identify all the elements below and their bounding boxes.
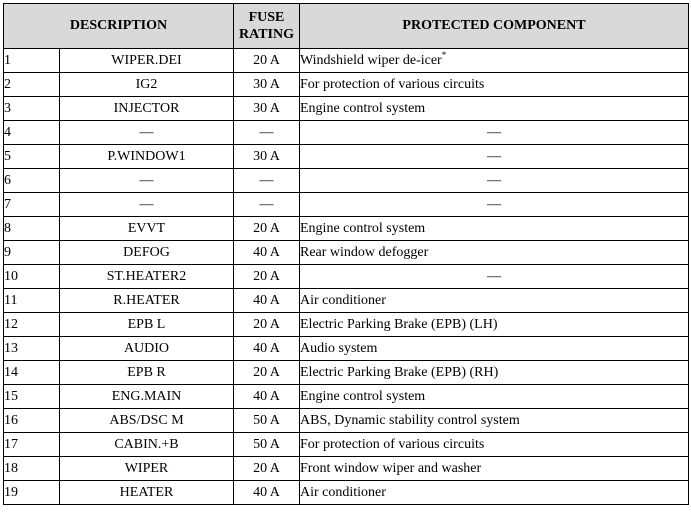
fuse-number: 13 <box>4 337 60 361</box>
table-row <box>4 481 689 505</box>
header-description: DESCRIPTION <box>4 4 234 49</box>
fuse-rating: 20 A <box>234 313 300 337</box>
table-row <box>4 217 689 241</box>
footnote-mark: * <box>441 49 447 60</box>
fuse-number: 7 <box>4 193 60 217</box>
fuse-rating: 20 A <box>234 361 300 385</box>
protected-component-text: — <box>487 196 501 212</box>
protected-component-text: Engine control system <box>300 100 426 116</box>
fuse-rating: 40 A <box>234 337 300 361</box>
table-row <box>4 73 689 97</box>
fuse-number: 12 <box>4 313 60 337</box>
table-row <box>4 265 689 289</box>
header-fuse-rating <box>234 4 300 49</box>
protected-component-text: Air conditioner <box>300 292 386 308</box>
protected-component-text: — <box>487 124 501 140</box>
protected-component <box>300 169 689 193</box>
protected-component-text: — <box>487 148 501 164</box>
fuse-rating: 30 A <box>234 73 300 97</box>
fuse-table <box>3 3 689 505</box>
protected-component <box>300 121 689 145</box>
fuse-description: WIPER <box>60 457 234 481</box>
table-row <box>4 49 689 73</box>
fuse-description: EPB R <box>60 361 234 385</box>
fuse-rating: 50 A <box>234 409 300 433</box>
protected-component-text: For protection of various circuits <box>300 436 485 452</box>
table-row <box>4 313 689 337</box>
fuse-number: 5 <box>4 145 60 169</box>
fuse-rating: 20 A <box>234 457 300 481</box>
protected-component <box>300 433 689 457</box>
table-row <box>4 361 689 385</box>
fuse-rating: — <box>234 193 300 217</box>
header-fuse-rating-line1: FUSE <box>248 10 285 25</box>
fuse-rating: 40 A <box>234 481 300 505</box>
fuse-description: — <box>60 169 234 193</box>
table-row <box>4 145 689 169</box>
fuse-description: CABIN.+B <box>60 433 234 457</box>
table-row <box>4 241 689 265</box>
fuse-rating: 40 A <box>234 289 300 313</box>
fuse-number: 19 <box>4 481 60 505</box>
fuse-description: P.WINDOW1 <box>60 145 234 169</box>
fuse-rating: 20 A <box>234 265 300 289</box>
fuse-description: EVVT <box>60 217 234 241</box>
protected-component <box>300 385 689 409</box>
protected-component <box>300 337 689 361</box>
fuse-table-header <box>4 4 689 49</box>
protected-component-text: Engine control system <box>300 388 426 404</box>
protected-component-text: — <box>487 172 501 188</box>
protected-component <box>300 49 689 73</box>
fuse-description: ST.HEATER2 <box>60 265 234 289</box>
fuse-number: 10 <box>4 265 60 289</box>
protected-component-text: Front window wiper and washer <box>300 460 482 476</box>
table-row <box>4 289 689 313</box>
fuse-number: 6 <box>4 169 60 193</box>
table-row <box>4 457 689 481</box>
fuse-description: IG2 <box>60 73 234 97</box>
protected-component <box>300 265 689 289</box>
fuse-rating: — <box>234 169 300 193</box>
table-row <box>4 121 689 145</box>
fuse-rating: 20 A <box>234 217 300 241</box>
fuse-description: INJECTOR <box>60 97 234 121</box>
header-protected-component: PROTECTED COMPONENT <box>300 4 689 49</box>
header-row <box>4 4 689 49</box>
fuse-number: 14 <box>4 361 60 385</box>
protected-component-text: Engine control system <box>300 220 426 236</box>
table-row <box>4 169 689 193</box>
protected-component-text: ABS, Dynamic stability control system <box>300 412 520 428</box>
fuse-description: DEFOG <box>60 241 234 265</box>
protected-component-text: Audio system <box>300 340 378 356</box>
protected-component-text: For protection of various circuits <box>300 76 485 92</box>
fuse-description: R.HEATER <box>60 289 234 313</box>
table-row <box>4 385 689 409</box>
table-row <box>4 433 689 457</box>
protected-component-text: Windshield wiper de-icer <box>300 52 442 68</box>
fuse-rating: 30 A <box>234 97 300 121</box>
fuse-rating: 40 A <box>234 241 300 265</box>
protected-component-text: Electric Parking Brake (EPB) (RH) <box>300 364 499 380</box>
protected-component <box>300 457 689 481</box>
protected-component <box>300 217 689 241</box>
protected-component <box>300 97 689 121</box>
fuse-number: 8 <box>4 217 60 241</box>
fuse-rating: 40 A <box>234 385 300 409</box>
protected-component <box>300 481 689 505</box>
fuse-number: 3 <box>4 97 60 121</box>
fuse-description: WIPER.DEI <box>60 49 234 73</box>
fuse-description: — <box>60 121 234 145</box>
fuse-number: 9 <box>4 241 60 265</box>
fuse-number: 17 <box>4 433 60 457</box>
fuse-number: 15 <box>4 385 60 409</box>
fuse-number: 18 <box>4 457 60 481</box>
fuse-description: AUDIO <box>60 337 234 361</box>
protected-component <box>300 361 689 385</box>
protected-component <box>300 193 689 217</box>
fuse-rating: 20 A <box>234 49 300 73</box>
fuse-number: 1 <box>4 49 60 73</box>
fuse-description: HEATER <box>60 481 234 505</box>
protected-component <box>300 73 689 97</box>
protected-component <box>300 241 689 265</box>
fuse-description: — <box>60 193 234 217</box>
table-row <box>4 337 689 361</box>
fuse-description: ABS/DSC M <box>60 409 234 433</box>
table-row <box>4 97 689 121</box>
fuse-description: ENG.MAIN <box>60 385 234 409</box>
protected-component-text: Electric Parking Brake (EPB) (LH) <box>300 316 498 332</box>
fuse-number: 16 <box>4 409 60 433</box>
table-row <box>4 193 689 217</box>
protected-component <box>300 409 689 433</box>
protected-component <box>300 145 689 169</box>
protected-component <box>300 289 689 313</box>
protected-component-text: Air conditioner <box>300 484 386 500</box>
fuse-number: 2 <box>4 73 60 97</box>
fuse-table-body <box>4 49 689 505</box>
table-row <box>4 409 689 433</box>
header-fuse-rating-line2: RATING <box>239 27 294 42</box>
protected-component-text: Rear window defogger <box>300 244 429 260</box>
fuse-rating: — <box>234 121 300 145</box>
fuse-table-container <box>3 3 689 505</box>
fuse-rating: 50 A <box>234 433 300 457</box>
fuse-rating: 30 A <box>234 145 300 169</box>
fuse-description: EPB L <box>60 313 234 337</box>
protected-component <box>300 313 689 337</box>
protected-component-text: — <box>487 268 501 284</box>
fuse-number: 4 <box>4 121 60 145</box>
fuse-number: 11 <box>4 289 60 313</box>
